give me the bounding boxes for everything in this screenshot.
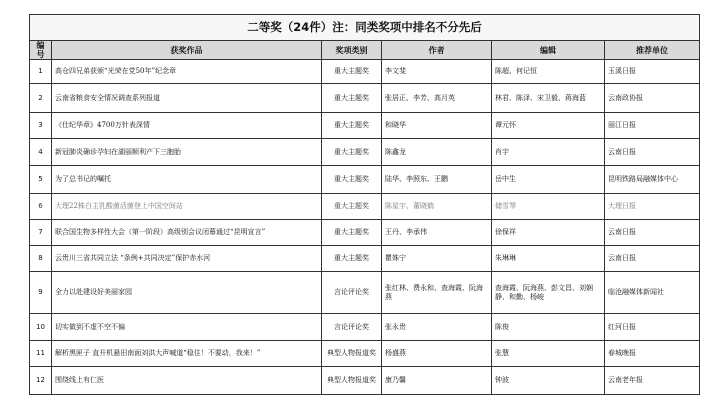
cell-author: 王丹、李承伟 [382,220,492,246]
cell-work: 《仕纪华章》4700万针表深情 [52,113,322,139]
cell-category: 重大主题奖 [322,194,382,220]
cell-category: 重大主题奖 [322,139,382,166]
table-row [30,341,700,367]
cell-editor: 陈俊 [492,314,605,341]
cell-no: 7 [30,220,52,246]
cell-category: 典型人物报道奖 [322,341,382,367]
cell-no: 11 [30,341,52,367]
header-work: 获奖作品 [52,41,322,60]
table-row [30,139,700,166]
cell-category: 重大主题奖 [322,166,382,194]
cell-category: 典型人物报道奖 [322,367,382,395]
cell-work: 云南省粮食安全情况调查系列报道 [52,84,322,113]
table-row [30,314,700,341]
cell-work: 新冠肺炎确诊孕妇在湖丽顺利产下三胞胎 [52,139,322,166]
cell-category: 重大主题奖 [322,60,382,84]
cell-unit: 云南日报 [605,246,700,272]
cell-author: 张永贵 [382,314,492,341]
cell-author: 杨盛燕 [382,341,492,367]
cell-author: 康乃馨 [382,367,492,395]
cell-category: 重大主题奖 [322,220,382,246]
header-author: 作者 [382,41,492,60]
cell-author: 张居正、李芳、高月英 [382,84,492,113]
award-sheet [29,14,699,395]
table-row [30,166,700,194]
table-row [30,113,700,139]
cell-category: 言论评论奖 [322,314,382,341]
cell-work: 为了总书记的嘱托 [52,166,322,194]
table-title: 二等奖（24件）注：同类奖项中排名不分先后 [30,15,700,41]
table-row [30,194,700,220]
table-row [30,246,700,272]
cell-unit: 红河日报 [605,314,700,341]
cell-unit: 玉溪日报 [605,60,700,84]
cell-category: 重大主题奖 [322,84,382,113]
cell-editor: 岳中生 [492,166,605,194]
cell-author: 陈星宇、董晓鹤 [382,194,492,220]
cell-editor: 林君、陈泽、宋卫毅、蒋海蓝 [492,84,605,113]
cell-unit: 丽江日报 [605,113,700,139]
header-unit: 推荐单位 [605,41,700,60]
cell-editor: 徐保祥 [492,220,605,246]
cell-author: 张红林、费永和、查海霞、阮海燕 [382,272,492,314]
cell-editor: 张慧 [492,341,605,367]
cell-work: 围绕线上有仁医 [52,367,322,395]
cell-no: 12 [30,367,52,395]
cell-no: 9 [30,272,52,314]
cell-author: 和晓华 [382,113,492,139]
cell-unit: 昆明铁路局融媒体中心 [605,166,700,194]
cell-author: 陆华、李照东、王鹏 [382,166,492,194]
header-row [30,41,700,60]
cell-work: 大理22株白主乳酸菌活菌登上中国空间站 [52,194,322,220]
cell-no: 6 [30,194,52,220]
cell-no: 10 [30,314,52,341]
cell-work: 云贵川三省共同立法 “条例+共同决定”保护赤水河 [52,246,322,272]
header-category: 奖项类别 [322,41,382,60]
table-row [30,272,700,314]
cell-work: 切实做到不虚不空不偏 [52,314,322,341]
table-row [30,60,700,84]
cell-category: 重大主题奖 [322,113,382,139]
cell-editor: 谭元怀 [492,113,605,139]
cell-editor: 朱琳琳 [492,246,605,272]
cell-work: 解析黑匣子 直升机悬田南面刘洪大声喊道“稳住！不要动，我来！” [52,341,322,367]
cell-work: 联合国生物多样性大会（第一阶段）高级别会议闭幕通过“昆明宣言” [52,220,322,246]
cell-category: 言论评论奖 [322,272,382,314]
cell-unit: 云南日报 [605,139,700,166]
cell-no: 5 [30,166,52,194]
cell-no: 8 [30,246,52,272]
cell-work: 高仓四兄弟获颁“光荣在党50年”纪念章 [52,60,322,84]
cell-unit: 临沧融媒体新闻社 [605,272,700,314]
header-editor: 编辑 [492,41,605,60]
table-row [30,220,700,246]
cell-no: 2 [30,84,52,113]
award-table [29,14,700,395]
cell-no: 1 [30,60,52,84]
cell-unit: 春城晚报 [605,341,700,367]
cell-no: 3 [30,113,52,139]
cell-work: 全力以赴建设好美丽家园 [52,272,322,314]
cell-no: 4 [30,139,52,166]
cell-unit: 云南政协报 [605,84,700,113]
cell-editor: 钟波 [492,367,605,395]
cell-unit: 大理日报 [605,194,700,220]
cell-author: 瞿姝宁 [382,246,492,272]
cell-editor: 储雪琴 [492,194,605,220]
cell-author: 陈鑫龙 [382,139,492,166]
cell-editor: 查海霞、阮海燕、彭文昌、刘娴静、和勤、杨峻 [492,272,605,314]
cell-unit: 云南老年报 [605,367,700,395]
cell-author: 李文斐 [382,60,492,84]
table-row [30,367,700,395]
table-row [30,84,700,113]
header-no: 编号 [30,41,52,60]
cell-unit: 云南日报 [605,220,700,246]
cell-editor: 肖宇 [492,139,605,166]
cell-editor: 陈超、何记恒 [492,60,605,84]
cell-category: 重大主题奖 [322,246,382,272]
